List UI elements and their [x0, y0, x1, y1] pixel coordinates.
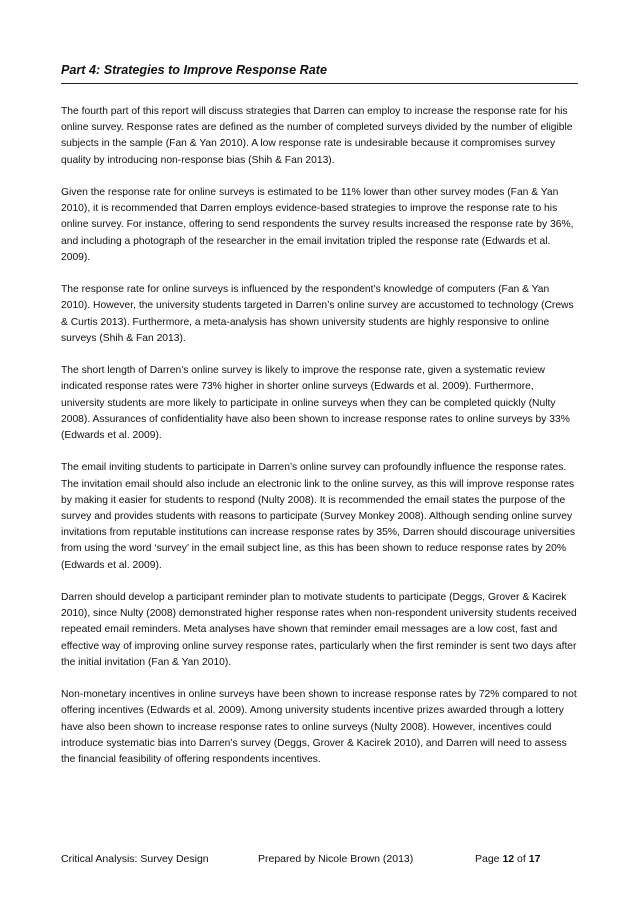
paragraph: The fourth part of this report will discuss strategies that Darren can employ to increase the response rate for his online survey. Response rates are defined as the number of completed surveys divided by the number of eligible subjects in the sample (Fan & Yan 2010). A low response rate is undesirable because it compromises survey quality by introducing non-response bias (Shih & Fan 2013). — [61, 106, 573, 166]
paragraph: Given the response rate for online surveys is estimated to be 11% lower than other survey modes (Fan & Yan 2010), it is recommended that Darren employs evidence-based strategies to improve the response rate to his online survey. For instance, offering to send respondents the survey results increased the response rate by 36%, and including a photograph of the researcher in the email invitation tripled the response rate (Edwards et al. 2009). — [61, 187, 574, 263]
section-heading: Part 4: Strategies to Improve Response Rate — [61, 62, 578, 84]
paragraph: The short length of Darren’s online survey is likely to improve the response rate, given a systematic review indicated response rates were 73% higher in shorter online surveys (Edwards et al. 2009). Furthermore, university students are more likely to participate in online surveys when they can be completed quickly (Nulty 2008). Assurances of confidentiality have also been shown to increase response rates to online surveys by 33% (Edwards et al. 2009). — [61, 365, 570, 442]
page-of: of — [514, 853, 529, 865]
body-text — [61, 104, 579, 784]
page-current: 12 — [502, 853, 515, 865]
page-prefix: Page — [475, 853, 503, 865]
footer-page-number — [475, 852, 540, 866]
paragraph: The response rate for online surveys is influenced by the respondent’s knowledge of computers (Fan & Yan 2010). However, the university students targeted in Darren’s online survey are accustomed to technology (Crews & Curtis 2013). Furthermore, a meta-analysis has shown university students are highly responsive to online surveys (Shih & Fan 2013). — [61, 284, 574, 344]
page-total: 17 — [528, 853, 541, 865]
paragraph: The email inviting students to participate in Darren’s online survey can profoundly influence the response rates. The invitation email should also include an electronic link to the online survey, as this will improve response rates by making it easier for students to respond (Nulty 2008). It is recommended the email states the purpose of the survey and provides students with reasons to participate (Survey Monkey 2008). Although sending online survey invitations from reputable institutions can increase response rates by 35%, Darren should discourage universities from using the word ‘survey’ in the email subject line, as this has been shown to reduce response rates by 20% (Edwards et al. 2009). — [61, 462, 575, 571]
paragraph: Darren should develop a participant reminder plan to motivate students to participate (Deggs, Grover & Kacirek 2010), since Nulty (2008) demonstrated higher response rates when non-respondent university students received repeated email reminders. Meta analyses have shown that reminder email messages are a low cost, fast and effective way of improving online survey response rates, particularly when the first reminder is sent two days after the initial invitation (Fan & Yan 2010). — [61, 592, 577, 668]
footer-document-title: Critical Analysis: Survey Design — [61, 853, 209, 865]
footer-author: Prepared by Nicole Brown (2013) — [258, 853, 414, 865]
paragraph: Non-monetary incentives in online surveys have been shown to increase response rates by 72% compared to not offering incentives (Edwards et al. 2009). Among university students incentive prizes awarded through a lottery have also been shown to increase response rates to online surveys (Nulty 2008). However, incentives could introduce systematic bias into Darren’s survey (Deggs, Grover & Kacirek 2010), and Darren will need to assess the financial feasibility of offering respondents incentives. — [61, 689, 577, 766]
